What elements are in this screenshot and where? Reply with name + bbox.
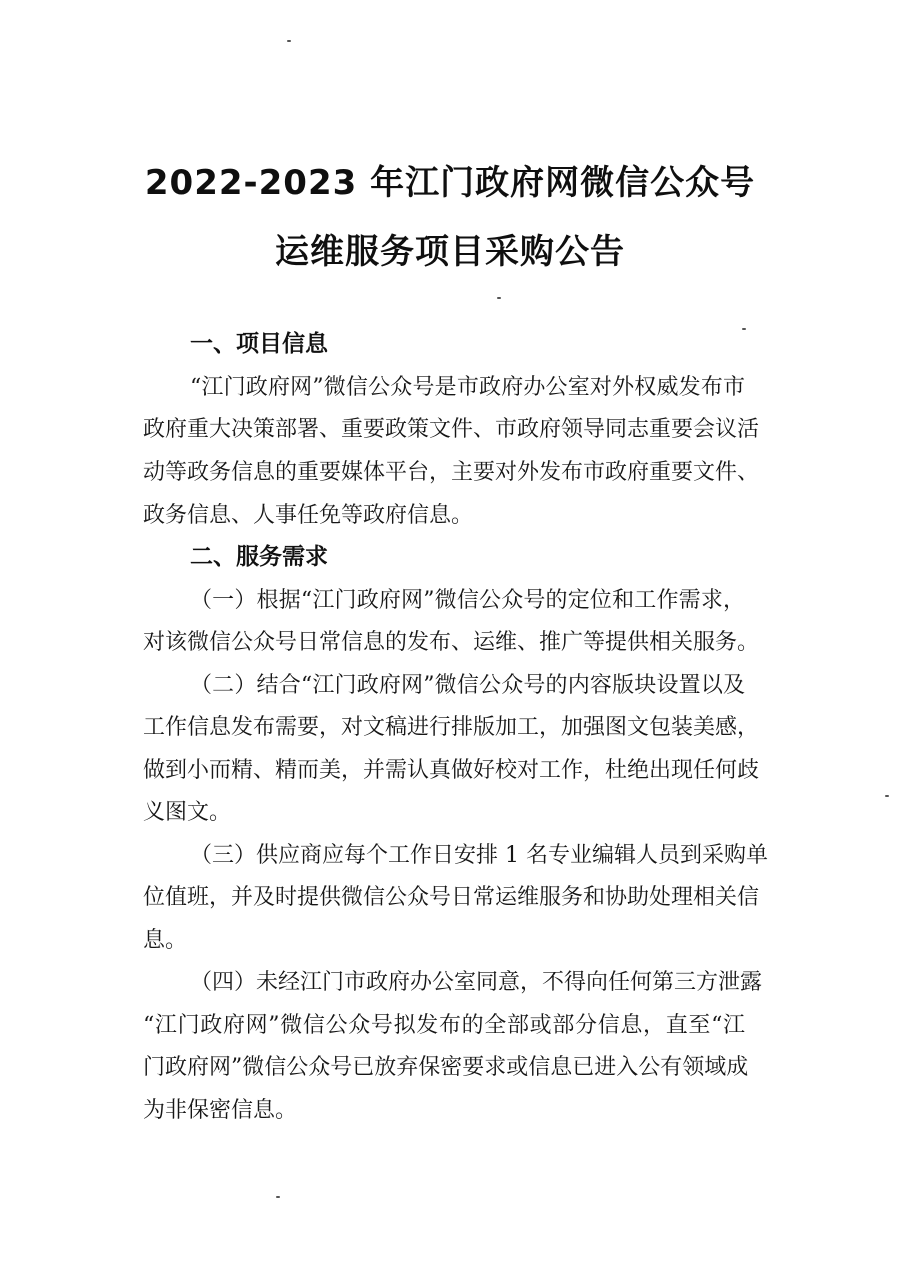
- paragraph-line: 工作信息发布需要，对文稿进行排版加工，加强图文包装美感，: [143, 715, 760, 740]
- document-title-line-1: 2022-2023 年江门政府网微信公众号: [144, 163, 756, 203]
- paragraph-line: 门政府网”微信公众号已放弃保密要求或信息已进入公有领域成: [143, 1055, 749, 1080]
- section-heading-project-info: 一、项目信息: [190, 331, 328, 357]
- paragraph-line: 对该微信公众号日常信息的发布、运维、推广等提供相关服务。: [143, 630, 760, 655]
- paragraph-line: （四）未经江门市政府办公室同意，不得向任何第三方泄露: [190, 970, 763, 995]
- scan-speck: [742, 328, 746, 330]
- paragraph-line: “江门政府网”微信公众号是市政府办公室对外权威发布市: [190, 375, 745, 400]
- paragraph-line: 位值班，并及时提供微信公众号日常运维服务和协助处理相关信: [143, 885, 760, 910]
- scan-speck: [885, 795, 889, 797]
- paragraph-line: “江门政府网”微信公众号拟发布的全部或部分信息，直至“江: [143, 1013, 745, 1038]
- scan-speck: [276, 1196, 280, 1198]
- scan-speck: [287, 40, 291, 42]
- paragraph-line: 做到小而精、精而美，并需认真做好校对工作，杜绝出现任何歧: [143, 758, 760, 783]
- paragraph-line: 义图文。: [143, 800, 232, 825]
- paragraph-line: （一）根据“江门政府网”微信公众号的定位和工作需求，: [190, 588, 745, 613]
- scan-speck: [497, 297, 501, 299]
- section-heading-service-requirements: 二、服务需求: [190, 544, 328, 570]
- paragraph-line: 政府重大决策部署、重要政策文件、市政府领导同志重要会议活: [143, 417, 760, 442]
- paragraph-line: 动等政务信息的重要媒体平台，主要对外发布市政府重要文件、: [143, 460, 760, 485]
- paragraph-line: （三）供应商应每个工作日安排 1 名专业编辑人员到采购单: [190, 843, 768, 868]
- document-title-line-2: 运维服务项目采购公告: [275, 232, 625, 272]
- paragraph-line: （二）结合“江门政府网”微信公众号的内容版块设置以及: [190, 673, 745, 698]
- paragraph-line: 政务信息、人事任免等政府信息。: [143, 503, 474, 528]
- paragraph-line: 息。: [143, 928, 188, 953]
- paragraph-line: 为非保密信息。: [143, 1098, 298, 1123]
